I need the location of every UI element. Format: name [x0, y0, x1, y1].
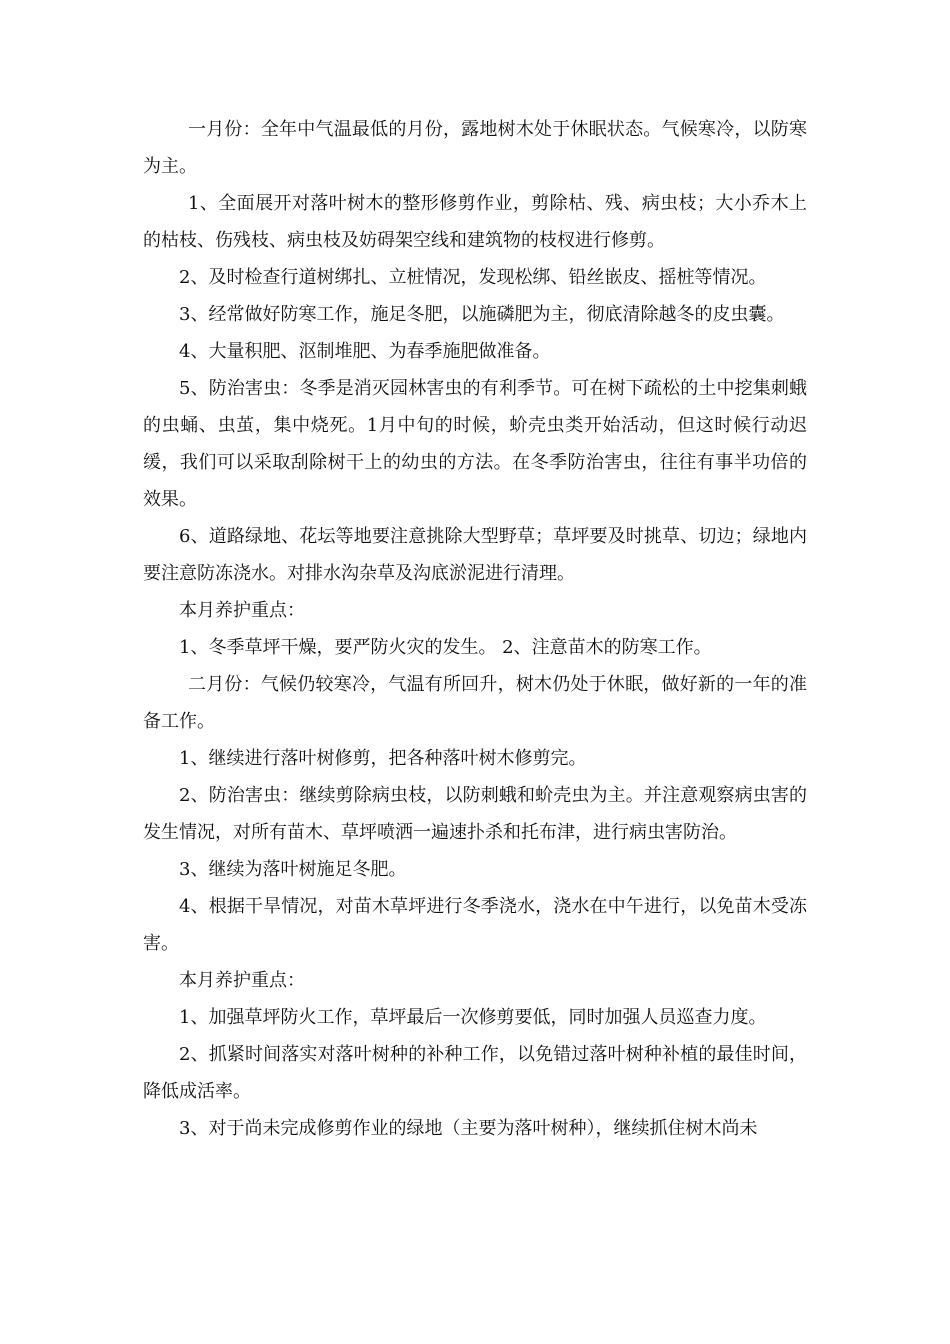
paragraph-february-intro: 二月份：气候仍较寒冷，气温有所回升，树木仍处于休眠，做好新的一年的准备工作。: [143, 674, 807, 732]
paragraph-february-focus-item-1: 1、加强草坪防火工作，草坪最后一次修剪要低，同时加强人员巡查力度。: [179, 1007, 767, 1028]
paragraph-february-focus-item-3: 3、对于尚未完成修剪作业的绿地（主要为落叶树种），继续抓住树木尚未: [179, 1118, 758, 1139]
paragraph-february-focus-heading: 本月养护重点：: [179, 970, 305, 991]
paragraph-february-item-1: 1、继续进行落叶树修剪，把各种落叶树木修剪完。: [179, 748, 587, 769]
paragraph-february-item-2: 2、防治害虫：继续剪除病虫枝，以防刺蛾和蚧壳虫为主。并注意观察病虫害的发生情况，对所有苗木、草坪喷洒一遍速扑杀和托布津，进行病虫害防治。: [143, 785, 807, 843]
paragraph-february-item-4: 4、根据干旱情况，对苗木草坪进行冬季浇水，浇水在中午进行，以免苗木受冻害。: [143, 896, 807, 954]
paragraph-february-item-3: 3、继续为落叶树施足冬肥。: [179, 859, 407, 880]
paragraph-january-item-5: 5、防治害虫：冬季是消灭园林害虫的有利季节。可在树下疏松的土中挖集刺蛾的虫蛹、虫茧，集中烧死。1月中旬的时候，蚧壳虫类开始活动，但这时候行动迟缓，我们可以采取刮除树干上的幼虫的方法。在冬季防治害虫，往往有事半功倍的效果。: [143, 378, 807, 510]
paragraph-january-item-1: 1、全面展开对落叶树木的整形修剪作业，剪除枯、残、病虫枝；大小乔木上的枯枝、伤残枝、病虫枝及妨碍架空线和建筑物的枝杈进行修剪。: [143, 193, 807, 251]
paragraph-january-item-3: 3、经常做好防寒工作，施足冬肥，以施磷肥为主，彻底清除越冬的皮虫囊。: [179, 304, 785, 325]
paragraph-january-item-4: 4、大量积肥、沤制堆肥、为春季施肥做准备。: [179, 341, 551, 362]
document-body: [143, 111, 807, 1147]
paragraph-january-focus-heading: 本月养护重点：: [179, 600, 305, 621]
paragraph-january-intro: 一月份：全年中气温最低的月份，露地树木处于休眠状态。气候寒冷，以防寒为主。: [143, 119, 807, 177]
paragraph-january-item-6: 6、道路绿地、花坛等地要注意挑除大型野草；草坪要及时挑草、切边；绿地内要注意防冻浇水。对排水沟杂草及沟底淤泥进行清理。: [143, 526, 807, 584]
paragraph-january-item-2: 2、及时检查行道树绑扎、立桩情况，发现松绑、铅丝嵌皮、摇桩等情况。: [179, 267, 767, 288]
paragraph-january-focus-items: 1、冬季草坪干燥，要严防火灾的发生。 2、注意苗木的防寒工作。: [179, 637, 712, 658]
paragraph-february-focus-item-2: 2、抓紧时间落实对落叶树种的补种工作，以免错过落叶树种补植的最佳时间，降低成活率。: [143, 1044, 807, 1102]
